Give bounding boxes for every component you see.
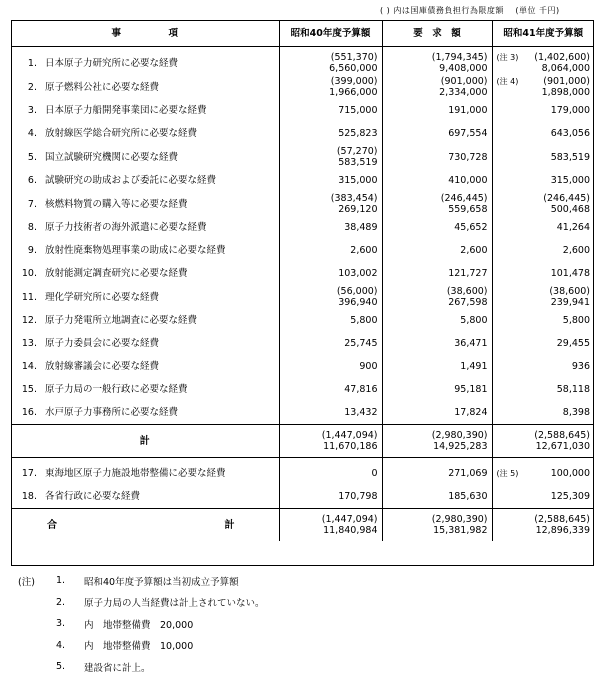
grand-total-fy40: (1,447,094) 11,840,984 bbox=[279, 509, 382, 542]
col-header-request: 要 求 額 bbox=[382, 20, 492, 47]
fy40-cell: (56,000) 396,940 bbox=[279, 285, 382, 309]
request-cell: 1,491 bbox=[382, 355, 492, 378]
table-row bbox=[11, 401, 594, 425]
subtotal-fy41: (2,588,645) 12,671,030 bbox=[492, 425, 594, 458]
request-cell: (246,445) 559,658 bbox=[382, 192, 492, 216]
fy41-cell: (246,445) 500,468 bbox=[492, 192, 594, 216]
table-header-note: ( ) 内は国庫債務負担行為限度額 (単位 千円) bbox=[380, 6, 560, 15]
table-row bbox=[11, 262, 594, 285]
fy40-cell: 170,798 bbox=[279, 485, 382, 509]
footnote-label: (注) bbox=[18, 576, 35, 588]
col-header-item: 事 項 bbox=[11, 20, 279, 47]
footnote-item: (注) 1. 昭和40年度予算額は当初成立予算額 bbox=[18, 575, 239, 588]
fy41-cell: 179,000 bbox=[492, 99, 594, 122]
table-row bbox=[11, 145, 594, 169]
grand-total-fy41: (2,588,645) 12,896,339 bbox=[492, 509, 594, 542]
request-cell: 730,728 bbox=[382, 145, 492, 169]
table-header-row bbox=[11, 20, 594, 47]
request-cell: 410,000 bbox=[382, 169, 492, 192]
table-row bbox=[11, 239, 594, 262]
fy41-cell: 58,118 bbox=[492, 378, 594, 401]
fy40-cell: 5,800 bbox=[279, 309, 382, 332]
col-header-fy40: 昭和40年度予算額 bbox=[279, 20, 382, 47]
item-cell: 12. 原子力発電所立地調査に必要な経費 bbox=[21, 315, 198, 326]
fy40-cell: 13,432 bbox=[279, 401, 382, 425]
footnote-item: 3. 内 地帯整備費 20,000 bbox=[56, 618, 194, 631]
fy40-cell: 47,816 bbox=[279, 378, 382, 401]
fy41-cell: 29,455 bbox=[492, 332, 594, 355]
subtotal-label: 計 bbox=[11, 425, 279, 458]
fy41-cell: 125,309 bbox=[492, 485, 594, 509]
table-row bbox=[11, 216, 594, 239]
note-ref: (注 3) bbox=[496, 53, 519, 62]
fy41-cell: (注 4) (901,000) 1,898,000 bbox=[492, 75, 594, 99]
fy40-cell: 0 bbox=[279, 458, 382, 486]
item-cell: 17. 東海地区原子力施設地帯整備に必要な経費 bbox=[11, 458, 279, 486]
request-cell: 17,824 bbox=[382, 401, 492, 425]
item-cell: 18. 各省行政に必要な経費 bbox=[21, 491, 141, 502]
budget-table bbox=[11, 20, 594, 541]
footnotes bbox=[18, 570, 265, 678]
fy41-cell: (注 5) 100,000 bbox=[492, 458, 594, 486]
fy41-cell: 2,600 bbox=[492, 239, 594, 262]
fy41-cell: 101,478 bbox=[492, 262, 594, 285]
fy41-cell: 41,264 bbox=[492, 216, 594, 239]
fy41-cell: 8,398 bbox=[492, 401, 594, 425]
request-cell: 45,652 bbox=[382, 216, 492, 239]
fy40-cell: 25,745 bbox=[279, 332, 382, 355]
item-cell: 14. 放射線審議会に必要な経費 bbox=[21, 361, 160, 372]
fy40-cell: 315,000 bbox=[279, 169, 382, 192]
subtotal-request: (2,980,390) 14,925,283 bbox=[382, 425, 492, 458]
item-cell: 3. 日本原子力船開発事業団に必要な経費 bbox=[27, 105, 207, 116]
item-cell: 5. 国立試験研究機関に必要な経費 bbox=[27, 151, 179, 163]
table-row bbox=[11, 309, 594, 332]
table-row bbox=[11, 169, 594, 192]
item-cell: 2. 原子燃料公社に必要な経費 bbox=[27, 81, 160, 93]
request-cell: 95,181 bbox=[382, 378, 492, 401]
table-row bbox=[11, 192, 594, 216]
fy41-cell: 643,056 bbox=[492, 122, 594, 145]
note-ref: (注 4) bbox=[496, 77, 519, 86]
fy40-cell: 103,002 bbox=[279, 262, 382, 285]
table-row bbox=[11, 485, 594, 509]
table-row bbox=[11, 99, 594, 122]
item-cell: 10. 放射能測定調査研究に必要な経費 bbox=[21, 268, 188, 279]
table-row bbox=[11, 458, 594, 486]
table-row bbox=[11, 378, 594, 401]
footnote-item: 5. 建設省に計上。 bbox=[56, 661, 151, 674]
footnote-item: 2. 原子力局の人当経費は計上されていない。 bbox=[56, 596, 265, 610]
item-cell: 8. 原子力技術者の海外派遣に必要な経費 bbox=[27, 222, 207, 233]
subtotal-fy40: (1,447,094) 11,670,186 bbox=[279, 425, 382, 458]
fy40-cell: (383,454) 269,120 bbox=[279, 192, 382, 216]
grand-total-row bbox=[11, 509, 594, 542]
footnote-item: 4. 内 地帯整備費 10,000 bbox=[56, 639, 194, 653]
request-cell: 5,800 bbox=[382, 309, 492, 332]
item-cell: 4. 放射線医学総合研究所に必要な経費 bbox=[27, 128, 198, 139]
request-cell: (901,000) 2,334,000 bbox=[382, 75, 492, 99]
fy41-cell: (38,600) 239,941 bbox=[492, 285, 594, 309]
fy41-cell: 5,800 bbox=[492, 309, 594, 332]
fy40-cell: (57,270) 583,519 bbox=[279, 145, 382, 169]
fy41-cell: (注 3) (1,402,600) 8,064,000 bbox=[492, 47, 594, 76]
grand-total-request: (2,980,390) 15,381,982 bbox=[382, 509, 492, 542]
col-header-fy41: 昭和41年度予算額 bbox=[492, 20, 594, 47]
item-cell: 11. 理化学研究所に必要な経費 bbox=[21, 291, 160, 303]
table-row bbox=[11, 332, 594, 355]
fy40-cell: 900 bbox=[279, 355, 382, 378]
item-cell: 7. 核燃料物質の購入等に必要な経費 bbox=[27, 198, 188, 210]
table-row bbox=[11, 47, 594, 76]
item-cell: 1. 日本原子力研究所に必要な経費 bbox=[27, 57, 179, 69]
table-row bbox=[11, 75, 594, 99]
fy40-cell: 715,000 bbox=[279, 99, 382, 122]
fy40-cell: (399,000) 1,966,000 bbox=[279, 75, 382, 99]
request-cell: 185,630 bbox=[382, 485, 492, 509]
request-cell: 271,069 bbox=[382, 458, 492, 486]
item-cell: 9. 放射性廃棄物処理事業の助成に必要な経費 bbox=[27, 245, 226, 256]
subtotal-row bbox=[11, 425, 594, 458]
note-ref: (注 5) bbox=[496, 469, 519, 478]
table-row bbox=[11, 122, 594, 145]
fy41-cell: 936 bbox=[492, 355, 594, 378]
table-row bbox=[11, 355, 594, 378]
request-cell: 191,000 bbox=[382, 99, 492, 122]
item-cell: 16. 水戸原子力事務所に必要な経費 bbox=[21, 407, 179, 418]
request-cell: 121,727 bbox=[382, 262, 492, 285]
fy40-cell: 525,823 bbox=[279, 122, 382, 145]
request-cell: 697,554 bbox=[382, 122, 492, 145]
item-cell: 15. 原子力局の一般行政に必要な経費 bbox=[21, 384, 188, 395]
item-cell: 13. 原子力委員会に必要な経費 bbox=[21, 338, 160, 349]
grand-total-label: 合 計 bbox=[11, 509, 279, 542]
fy40-cell: 2,600 bbox=[279, 239, 382, 262]
request-cell: (1,794,345) 9,408,000 bbox=[382, 47, 492, 76]
fy41-cell: 315,000 bbox=[492, 169, 594, 192]
fy41-cell: 583,519 bbox=[492, 145, 594, 169]
request-cell: 36,471 bbox=[382, 332, 492, 355]
table-row bbox=[11, 285, 594, 309]
fy40-cell: 38,489 bbox=[279, 216, 382, 239]
fy40-cell: (551,370) 6,560,000 bbox=[279, 47, 382, 76]
request-cell: 2,600 bbox=[382, 239, 492, 262]
request-cell: (38,600) 267,598 bbox=[382, 285, 492, 309]
item-cell: 6. 試験研究の助成および委託に必要な経費 bbox=[27, 175, 217, 186]
